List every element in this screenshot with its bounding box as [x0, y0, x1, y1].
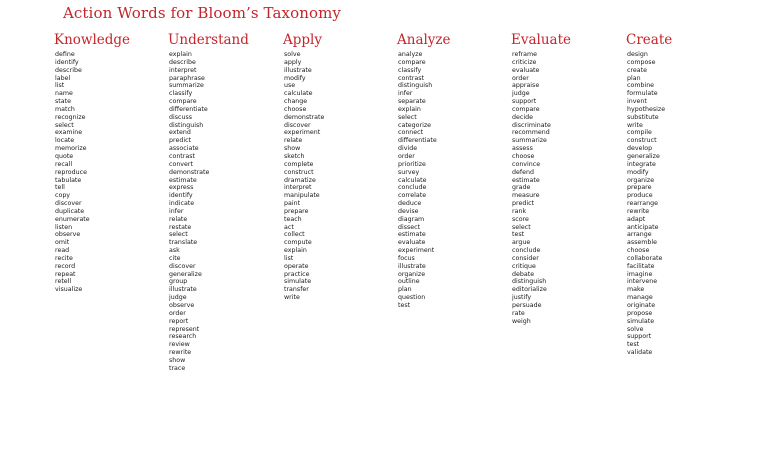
action-word: examine [55, 129, 83, 137]
action-word: omit [55, 239, 70, 247]
action-word: dissect [398, 223, 421, 231]
column-heading-analyze: Analyze [397, 32, 451, 48]
action-word: validate [627, 349, 653, 357]
action-word: summarize [512, 137, 547, 145]
action-word: order [512, 74, 529, 82]
action-word: review [169, 341, 190, 349]
action-word: locate [55, 137, 75, 145]
action-word: assemble [627, 239, 658, 247]
action-word: observe [55, 231, 81, 239]
column-heading-knowledge: Knowledge [54, 32, 131, 48]
action-word: convert [169, 160, 193, 168]
action-word: evaluate [398, 239, 426, 247]
action-word: reframe [512, 51, 537, 58]
action-word: modify [284, 74, 306, 82]
column-analyze [397, 31, 509, 310]
action-word: list [284, 254, 294, 262]
action-word: justify [512, 294, 532, 302]
action-word: select [169, 231, 188, 239]
column-knowledge [54, 31, 166, 294]
action-word: produce [627, 192, 653, 200]
action-word: apply [284, 58, 302, 66]
action-word: invent [627, 98, 647, 106]
action-word: construct [627, 137, 657, 145]
action-word: explain [169, 51, 192, 58]
action-word: divide [398, 145, 418, 153]
action-word: integrate [627, 160, 656, 168]
action-word: associate [169, 145, 199, 153]
action-word: compile [627, 129, 652, 137]
action-word: discover [284, 121, 311, 129]
action-word: complete [284, 160, 314, 168]
action-word: conclude [398, 184, 427, 192]
action-word: grade [512, 184, 531, 192]
word-list-knowledge [55, 51, 166, 294]
action-word: combine [627, 82, 655, 90]
action-word: persuade [512, 302, 542, 309]
column-evaluate [511, 31, 623, 326]
action-word: rewrite [627, 207, 650, 215]
action-word: compose [627, 58, 656, 66]
action-word: originate [627, 302, 656, 309]
action-word: copy [55, 192, 71, 200]
action-word: support [512, 98, 537, 106]
action-word: prepare [284, 207, 309, 215]
action-word: observe [169, 302, 195, 309]
action-word: criticize [512, 58, 537, 66]
action-word: list [55, 82, 65, 90]
action-word: change [284, 98, 308, 106]
action-word: memorize [55, 145, 87, 153]
action-word: record [55, 262, 76, 270]
action-word: calculate [398, 176, 427, 184]
action-word: select [55, 121, 74, 129]
action-word: convince [512, 160, 541, 168]
word-list-analyze [398, 51, 509, 310]
action-word: select [512, 223, 531, 231]
action-word: transfer [284, 286, 309, 294]
action-word: create [627, 66, 647, 74]
action-word: relate [169, 215, 188, 223]
action-word: rewrite [169, 349, 192, 357]
action-word: show [169, 356, 186, 364]
action-word: indicate [169, 200, 195, 208]
action-word: survey [398, 168, 420, 176]
word-list-understand [169, 51, 280, 373]
action-word: collaborate [627, 254, 663, 262]
action-word: discover [55, 200, 82, 208]
action-word: match [55, 105, 75, 113]
action-word: identify [55, 58, 79, 66]
action-word: intervene [627, 278, 658, 286]
action-word: choose [512, 152, 535, 160]
word-list-create [627, 51, 738, 357]
action-word: identify [169, 192, 193, 200]
action-word: choose [284, 105, 307, 113]
action-word: act [284, 223, 294, 231]
action-word: recite [55, 254, 73, 262]
column-create [626, 31, 738, 357]
action-word: demonstrate [284, 113, 325, 121]
action-word: anticipate [627, 223, 659, 231]
action-word: estimate [169, 176, 197, 184]
action-word: differentiate [169, 105, 208, 113]
action-word: tell [55, 184, 65, 192]
action-word: operate [284, 262, 309, 270]
action-word: generalize [169, 270, 202, 278]
action-word: solve [284, 51, 301, 58]
action-word: appraise [512, 82, 540, 90]
action-word: predict [169, 137, 191, 145]
action-word: construct [284, 168, 314, 176]
action-word: prioritize [398, 160, 426, 168]
action-word: organize [398, 270, 426, 278]
action-word: compare [398, 58, 426, 66]
action-word: practice [284, 270, 310, 278]
action-word: reproduce [55, 168, 87, 176]
action-word: repeat [55, 270, 76, 278]
action-word: solve [627, 325, 644, 333]
action-word: measure [512, 192, 540, 200]
action-word: hypothesize [627, 105, 666, 113]
action-word: conclude [512, 247, 541, 255]
action-word: separate [398, 98, 426, 106]
action-word: group [169, 278, 188, 286]
action-word: duplicate [55, 207, 85, 215]
action-word: illustrate [284, 66, 312, 74]
action-word: consider [512, 254, 539, 262]
action-word: retell [55, 278, 72, 286]
action-word: categorize [398, 121, 432, 129]
action-word: label [55, 74, 71, 82]
action-word: distinguish [169, 121, 204, 129]
column-apply [283, 31, 395, 302]
action-word: relate [284, 137, 303, 145]
action-word: deduce [398, 200, 422, 208]
action-word: adapt [627, 215, 646, 223]
action-word: outline [398, 278, 420, 286]
word-list-evaluate [512, 51, 623, 326]
action-word: collect [284, 231, 305, 239]
action-word: write [627, 121, 643, 129]
action-word: test [627, 341, 640, 349]
action-word: quote [55, 152, 74, 160]
action-word: select [398, 113, 417, 121]
action-word: decide [512, 113, 533, 121]
action-word: contrast [398, 74, 424, 82]
action-word: extend [169, 129, 191, 137]
action-word: state [55, 98, 71, 106]
action-word: rate [512, 309, 525, 317]
action-word: predict [512, 200, 534, 208]
action-word: plan [627, 74, 641, 82]
action-word: visualize [55, 286, 83, 294]
action-word: explain [398, 105, 421, 113]
action-word: devise [398, 207, 419, 215]
action-word: weigh [512, 317, 531, 325]
column-heading-apply: Apply [283, 32, 322, 48]
action-word: discriminate [512, 121, 551, 129]
action-word: recall [55, 160, 73, 168]
action-word: test [512, 231, 525, 239]
action-word: judge [169, 294, 187, 302]
action-word: simulate [627, 317, 655, 325]
action-word: classify [169, 90, 193, 98]
action-word: modify [627, 168, 649, 176]
action-word: compute [284, 239, 312, 247]
action-word: enumerate [55, 215, 90, 223]
action-word: editorialize [512, 286, 547, 294]
word-list-apply [284, 51, 395, 302]
action-word: trace [169, 364, 186, 372]
action-word: rank [512, 207, 527, 215]
action-word: express [169, 184, 194, 192]
page-title: Action Words for Bloom’s Taxonomy [63, 4, 342, 22]
action-word: demonstrate [169, 168, 210, 176]
action-word: critique [512, 262, 536, 270]
action-word: classify [398, 66, 422, 74]
action-word: support [627, 333, 652, 341]
action-word: illustrate [398, 262, 426, 270]
action-word: translate [169, 239, 198, 247]
action-word: diagram [398, 215, 425, 223]
action-word: focus [398, 254, 415, 262]
action-word: discover [169, 262, 196, 270]
action-word: recognize [55, 113, 86, 121]
action-word: question [398, 294, 426, 302]
action-word: contrast [169, 152, 195, 160]
action-word: describe [169, 58, 196, 66]
action-word: debate [512, 270, 535, 278]
action-word: tabulate [55, 176, 82, 184]
action-word: generalize [627, 152, 660, 160]
action-word: represent [169, 325, 200, 333]
action-word: restate [169, 223, 192, 231]
action-word: distinguish [398, 82, 433, 90]
action-word: facilitate [627, 262, 655, 270]
column-heading-understand: Understand [168, 32, 249, 48]
column-heading-evaluate: Evaluate [511, 32, 572, 48]
action-word: define [55, 51, 75, 58]
action-word: arrange [627, 231, 652, 239]
action-word: show [284, 145, 301, 153]
action-word: assess [512, 145, 533, 153]
action-word: paraphrase [169, 74, 205, 82]
action-word: illustrate [169, 286, 197, 294]
action-word: recommend [512, 129, 550, 137]
action-word: cite [169, 254, 181, 262]
action-word: choose [627, 247, 650, 255]
action-word: calculate [284, 90, 313, 98]
action-word: imagine [627, 270, 653, 278]
action-word: infer [398, 90, 413, 98]
action-word: defend [512, 168, 534, 176]
action-word: correlate [398, 192, 427, 200]
action-word: substitute [627, 113, 659, 121]
action-word: score [512, 215, 529, 223]
action-word: judge [512, 90, 530, 98]
action-word: distinguish [512, 278, 547, 286]
action-word: research [169, 333, 197, 341]
action-word: listen [55, 223, 73, 231]
action-word: read [55, 247, 70, 255]
action-word: use [284, 82, 296, 90]
action-word: interpret [169, 66, 197, 74]
action-word: evaluate [512, 66, 540, 74]
column-understand [168, 31, 280, 373]
column-heading-create: Create [626, 32, 673, 48]
action-word: describe [55, 66, 82, 74]
action-word: simulate [284, 278, 312, 286]
action-word: analyze [398, 51, 423, 58]
action-word: report [169, 317, 189, 325]
action-word: name [55, 90, 73, 98]
action-word: differentiate [398, 137, 437, 145]
action-word: sketch [284, 152, 305, 160]
action-word: write [284, 294, 300, 302]
action-word: prepare [627, 184, 652, 192]
action-word: explain [284, 247, 307, 255]
action-word: discuss [169, 113, 193, 121]
action-word: paint [284, 200, 301, 208]
action-word: propose [627, 309, 653, 317]
action-word: infer [169, 207, 184, 215]
action-word: compare [512, 105, 540, 113]
action-word: interpret [284, 184, 312, 192]
action-word: organize [627, 176, 655, 184]
action-word: estimate [398, 231, 426, 239]
action-word: teach [284, 215, 302, 223]
action-word: manipulate [284, 192, 320, 200]
action-word: experiment [284, 129, 321, 137]
action-word: summarize [169, 82, 204, 90]
action-word: test [398, 302, 411, 309]
action-word: argue [512, 239, 531, 247]
action-word: plan [398, 286, 412, 294]
action-word: order [398, 152, 415, 160]
action-word: estimate [512, 176, 540, 184]
action-word: formulate [627, 90, 658, 98]
action-word: manage [627, 294, 653, 302]
action-word: rearrange [627, 200, 658, 208]
action-word: design [627, 51, 648, 58]
action-word: dramatize [284, 176, 316, 184]
action-word: order [169, 309, 186, 317]
action-word: compare [169, 98, 197, 106]
action-word: ask [169, 247, 180, 255]
action-word: develop [627, 145, 653, 153]
action-word: make [627, 286, 645, 294]
action-word: experiment [398, 247, 435, 255]
action-word: connect [398, 129, 424, 137]
